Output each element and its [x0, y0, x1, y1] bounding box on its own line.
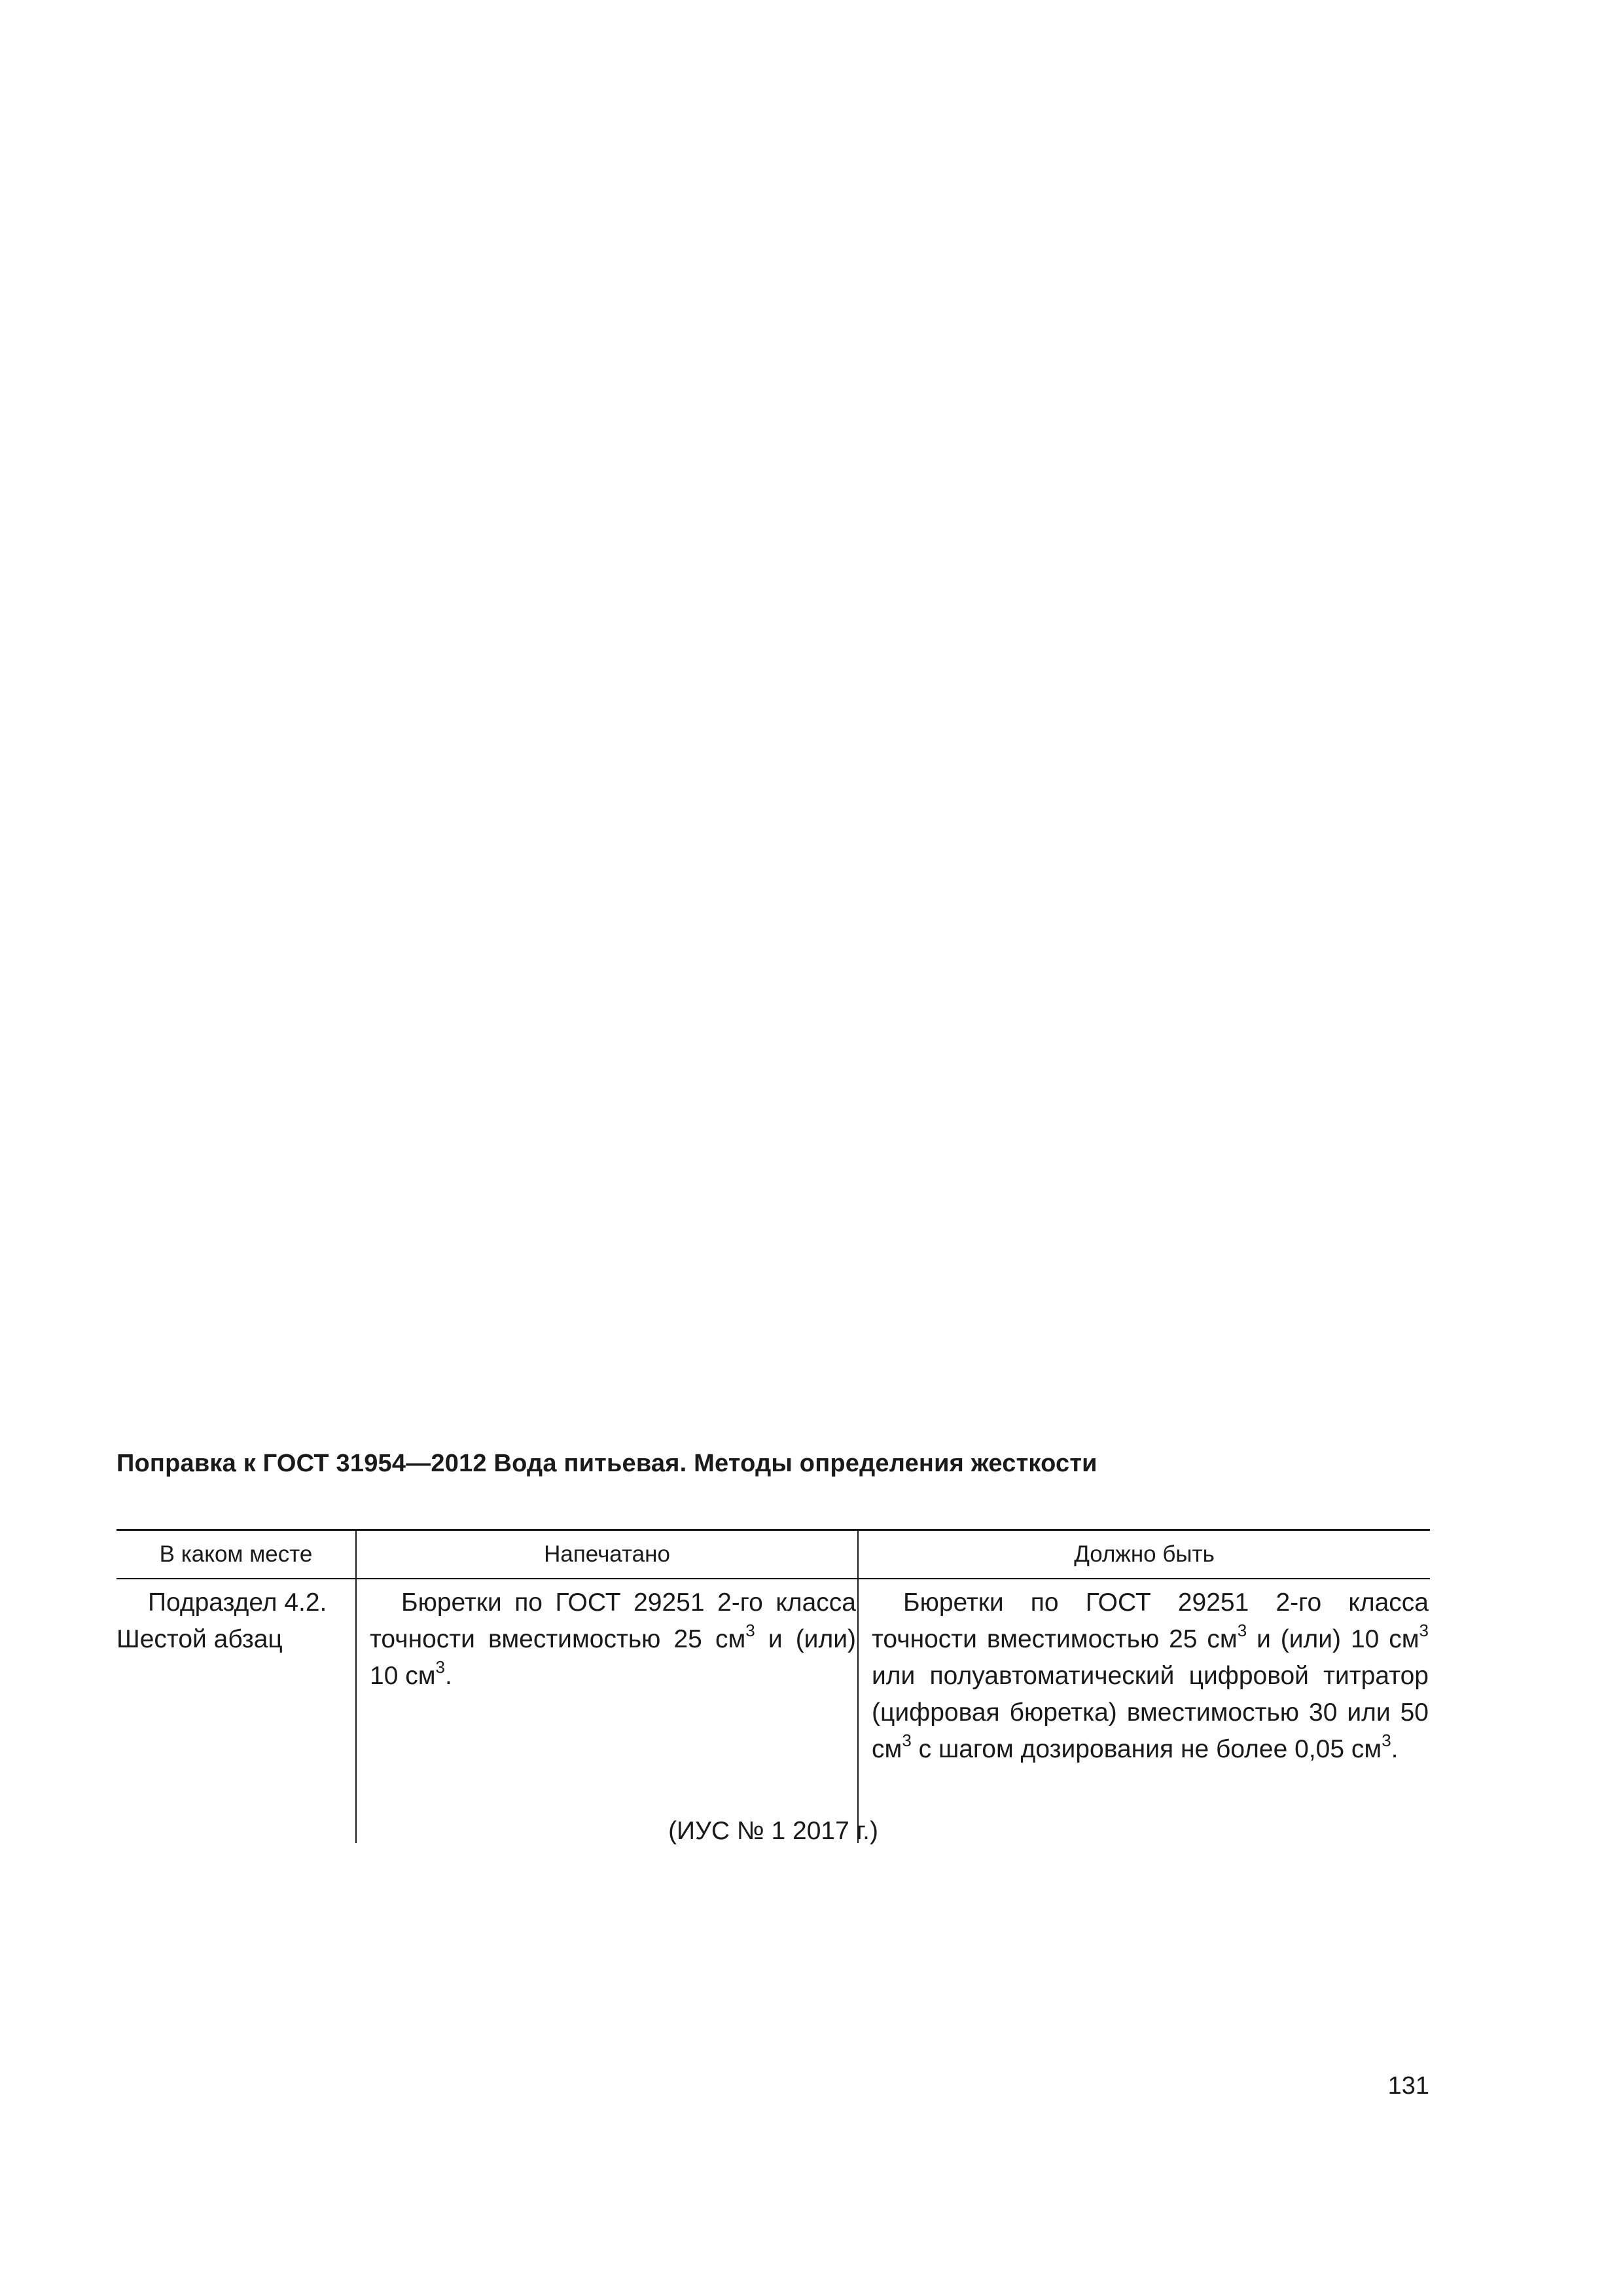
page-number: 131 [1387, 2072, 1429, 2100]
printed-text: Бюретки по ГОСТ 29251 2-го класса точности вместимостью 25 $см^3$ и (или) 10 $см^3$. [370, 1588, 856, 1690]
table-header-row [116, 1530, 1430, 1579]
amendment-table [116, 1529, 1430, 1843]
header-printed: Напечатано [356, 1530, 858, 1579]
table-row [116, 1579, 1430, 1843]
cell-should-be [858, 1579, 1430, 1843]
cell-place [116, 1579, 356, 1843]
amendment-title: Поправка к ГОСТ 31954—2012 Вода питьевая. Методы определения жесткости [116, 1450, 1097, 1477]
should-be-text: Бюретки по ГОСТ 29251 2-го класса точности вместимостью 25 $см^3$ и (или) 10 $см^3$ или полуавтоматический цифровой титратор (цифровая бюретка) вместимостью 30 или 50 $см^3$ с шагом дозирования не более 0,05 $см^3$. [872, 1588, 1429, 1763]
cell-printed [356, 1579, 858, 1843]
source-note: (ИУС № 1 2017 г.) [668, 1817, 878, 1845]
place-subsection: Подраздел 4.2. [148, 1588, 327, 1617]
place-paragraph: Шестой абзац [116, 1625, 283, 1653]
header-should-be: Должно быть [858, 1530, 1430, 1579]
header-place: В каком месте [116, 1530, 356, 1579]
